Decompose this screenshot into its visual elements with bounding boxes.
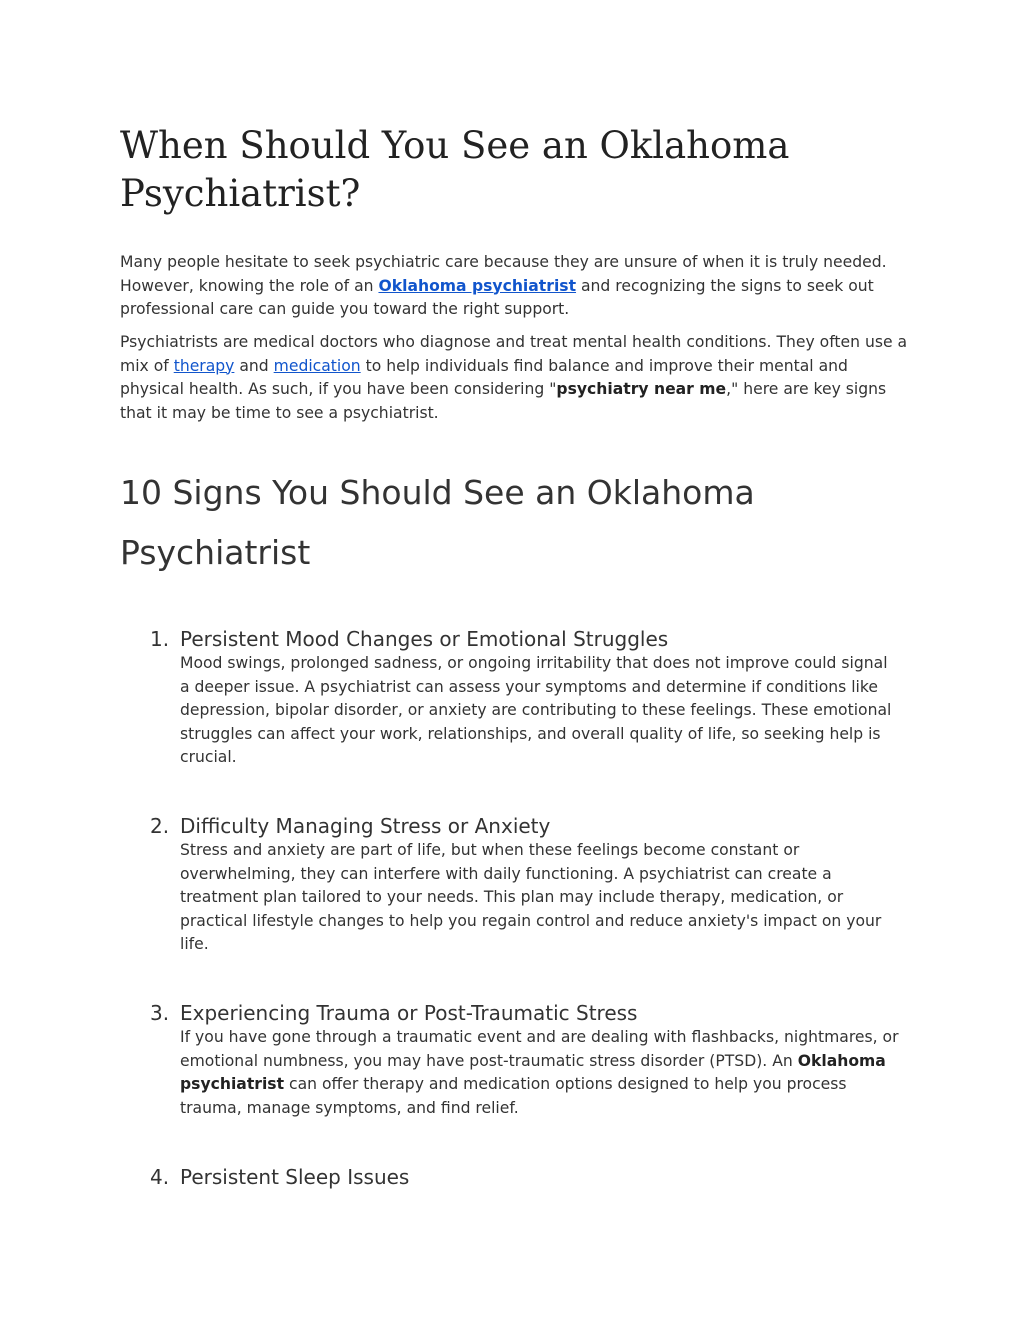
intro-text: Psychiatrists are medical doctors who diagnose and treat mental health conditions. They often use a mix of <box>120 333 908 375</box>
medication-link[interactable]: medication <box>273 356 361 375</box>
list-item-number: 4. <box>150 1165 170 1189</box>
list-item-number: 3. <box>150 1001 170 1025</box>
intro-text: and <box>234 356 274 375</box>
oklahoma-psychiatrist-link[interactable]: Oklahoma psychiatrist <box>378 276 577 295</box>
intro-paragraph-2 <box>120 331 910 425</box>
bold-keyword: Oklahoma psychiatrist <box>180 1051 886 1093</box>
list-item-text: can offer therapy and medication options designed to help you process trauma, manage symptoms, and find relief. <box>180 1075 847 1117</box>
list-item-body: Mood swings, prolonged sadness, or ongoing irritability that does not improve could signal a deeper issue. A psychiatrist can assess your symptoms and determine if conditions like depression, bipolar disorder, or anxiety are contributing to these feelings. These emotional struggles can affect your work, relationships, and overall quality of life, so seeking help is crucial. <box>180 654 892 766</box>
bold-keyword: psychiatry near me <box>556 380 727 398</box>
section-heading: 10 Signs You Should See an Oklahoma Psychiatrist <box>120 473 755 572</box>
list-item-text: If you have gone through a traumatic event and are dealing with flashbacks, nightmares, or emotional numbness, you may have post-traumatic stress disorder (PTSD). An <box>180 1028 899 1070</box>
intro-text: to help individuals find balance and improve their mental and physical health. As such, if you have been considering " <box>120 356 848 398</box>
list-item-number: 2. <box>150 814 170 838</box>
list-item-body <box>180 1026 900 1120</box>
page-title: When Should You See an Oklahoma Psychiatrist? <box>120 124 790 215</box>
list-item-number: 1. <box>150 627 170 651</box>
intro-text: Many people hesitate to seek psychiatric care because they are unsure of when it is truly needed. However, knowing the role of an <box>120 253 887 295</box>
list-item-title: Experiencing Trauma or Post-Traumatic Stress <box>180 1001 638 1025</box>
intro-text: ," here are key signs that it may be time to see a psychiatrist. <box>120 380 887 422</box>
list-item-title: Difficulty Managing Stress or Anxiety <box>180 814 551 838</box>
intro-text: and recognizing the signs to seek out professional care can guide you toward the right support. <box>120 276 874 318</box>
list-item-title: Persistent Mood Changes or Emotional Struggles <box>180 627 669 651</box>
intro-paragraph-1 <box>120 251 910 322</box>
therapy-link[interactable]: therapy <box>173 356 235 375</box>
list-item-title: Persistent Sleep Issues <box>180 1165 410 1189</box>
list-item-body: Stress and anxiety are part of life, but when these feelings become constant or overwhelming, they can interfere with daily functioning. A psychiatrist can create a treatment plan tailored to your needs. This plan may include therapy, medication, or practical lifestyle changes to help you regain control and reduce anxiety's impact on your life. <box>180 841 882 953</box>
